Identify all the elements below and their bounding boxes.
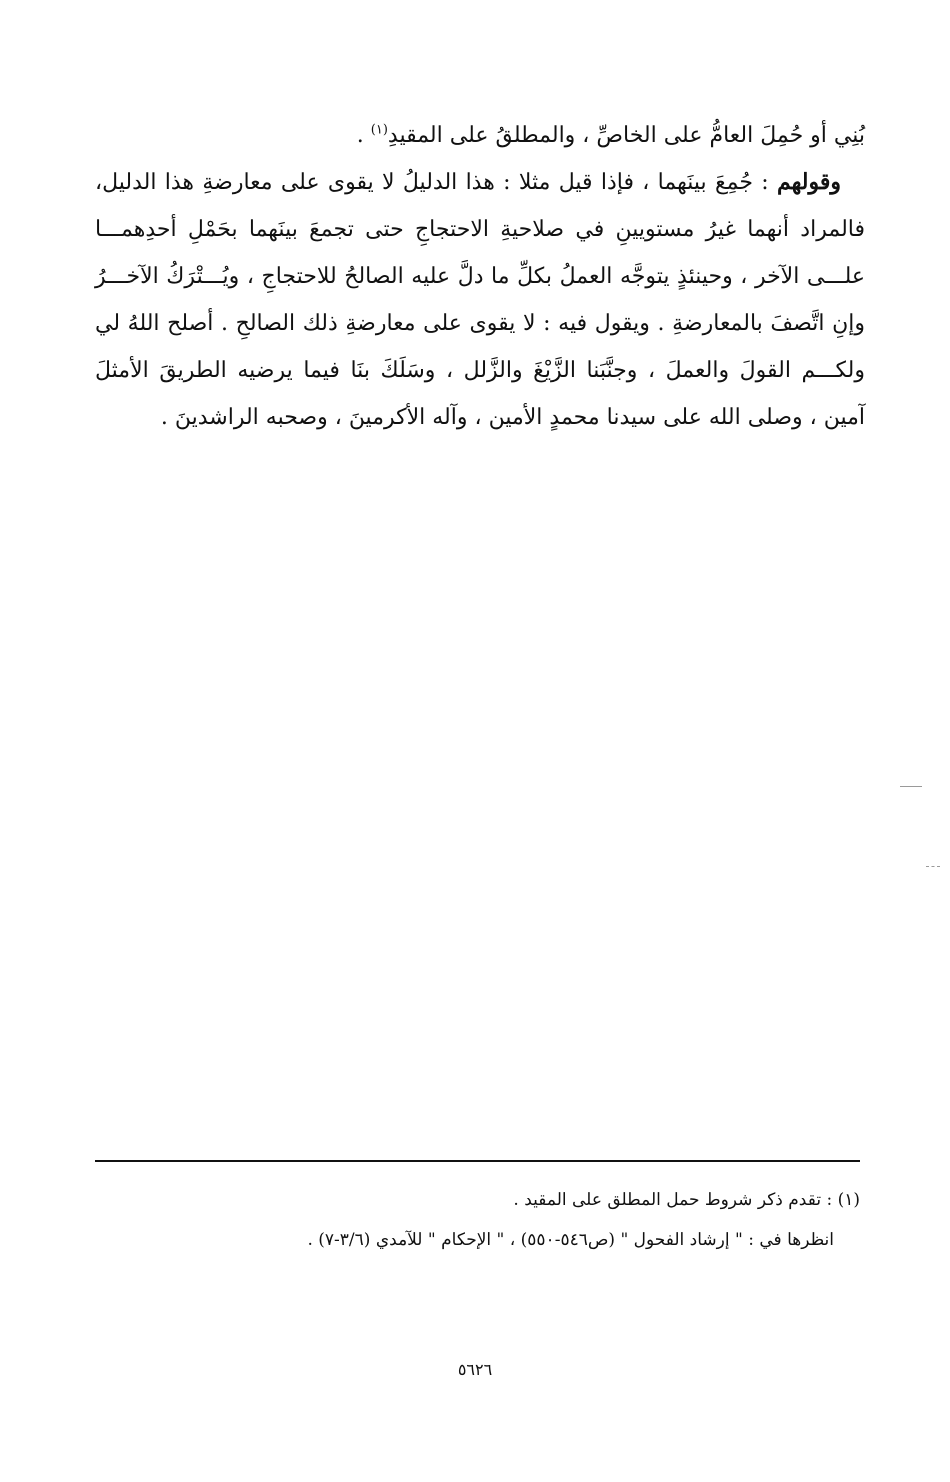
footnotes — [120, 1180, 860, 1260]
paragraph-2-text: : جُمِعَ بينَهما ، فإذا قيل مثلا : هذا الدليلُ لا يقوى على معارضةِ هذا الدليل، فالمراد أنهما غيرُ مستويينِ في صلاحيةِ الاحتجاجِ حتى تجمعَ بينَهما بحَمْلِ أحدِهمـــا علـــى الآخر ، وحينئذٍ يتوجَّه العملُ بكلِّ ما دلَّ عليه الصالحُ للاحتجاجِ ، ويُـــتْرَكُ الآخـــرُ وإنِ اتَّصفَ بالمعارضةِ . ويقول فيه : لا يقوى على معارضةِ ذلك الصالحِ . أصلح اللهُ لي ولكـــم القولَ والعملَ ، وجنَّبَنا الزَّيْغَ والزَّلل ، وسَلَكَ بنَا فيما يرضيه الطريقَ الأمثلَ آمين ، وصلى الله على سيدنا محمدٍ الأمين ، وآله الأكرمينَ ، وصحبه الراشدينَ . — [95, 170, 865, 430]
main-text — [95, 112, 865, 441]
scan-edge-mark — [926, 866, 940, 867]
paragraph-2-lead: وقولهم — [777, 169, 841, 195]
footnote-separator — [95, 1160, 860, 1162]
footnote-reference: (١) — [370, 122, 388, 138]
scan-edge-mark — [900, 786, 922, 787]
paragraph-1-end: . — [356, 123, 371, 148]
paragraph-1-text: بُنِي أو حُمِلَ العامُّ على الخاصِّ ، والمطلقُ على المقيدِ — [387, 123, 865, 148]
paragraph-1 — [95, 112, 865, 159]
footnote-1-continuation: انظرها في : " إرشاد الفحول " (ص٥٤٦-٥٥٠) ، " الإحكام " للآمدي (٣/٦-٧) . — [307, 1230, 834, 1250]
page-number: ٥٦٢٦ — [457, 1360, 493, 1379]
footnote-1: (١) : تقدم ذكر شروط حمل المطلق على المقيد . — [513, 1190, 860, 1210]
paragraph-2 — [95, 159, 865, 441]
